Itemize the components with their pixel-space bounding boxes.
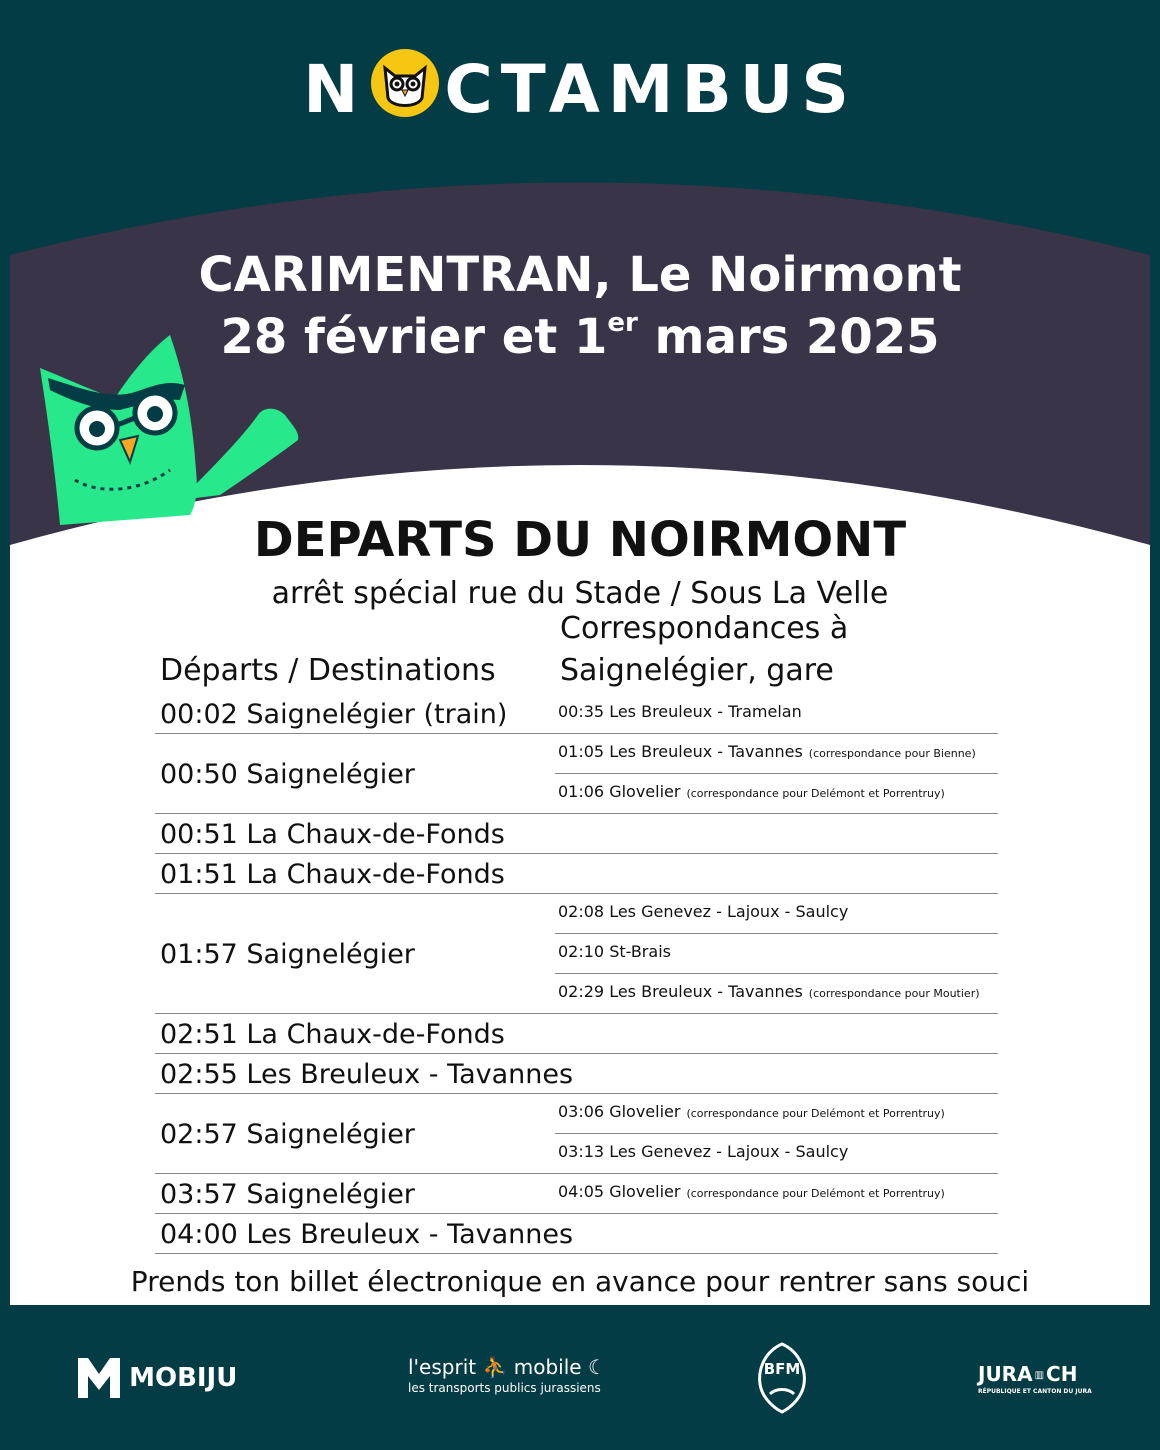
noctambus-logo xyxy=(0,48,1160,128)
connections-column-header-line2: Saignelégier, gare xyxy=(560,653,834,688)
event-dates-superscript: er xyxy=(607,308,638,338)
ch-text: CH xyxy=(1046,1362,1078,1386)
logo-text-end: CTAMBUS xyxy=(444,51,857,128)
schedule-title: DEPARTS DU NOIRMONT xyxy=(253,512,907,568)
mobiju-text: MOBIJU xyxy=(129,1363,238,1393)
connection-note: (correspondance pour Delémont et Porrentruy) xyxy=(686,1107,945,1120)
connection-note: (correspondance pour Delémont et Porrentruy) xyxy=(686,1187,945,1200)
connection-text: 04:05 Glovelier xyxy=(558,1182,681,1201)
connection-entry xyxy=(558,1181,945,1205)
jura-ch-logo xyxy=(978,1362,1092,1396)
departure-entry: 02:55 Les Breuleux - Tavannes xyxy=(160,1059,574,1090)
connection-divider xyxy=(555,933,998,934)
connection-entry xyxy=(558,1101,945,1125)
connection-text: 03:13 Les Genevez - Lajoux - Saulcy xyxy=(558,1142,849,1161)
connection-note: (correspondance pour Moutier) xyxy=(808,987,980,1000)
connection-text: 03:06 Glovelier xyxy=(558,1102,681,1121)
departure-entry: 03:57 Saignelégier xyxy=(160,1179,415,1210)
row-divider xyxy=(155,813,998,814)
departure-entry: 04:00 Les Breuleux - Tavannes xyxy=(160,1219,574,1250)
connection-entry xyxy=(558,941,671,963)
moon-icon: ☾ xyxy=(587,1355,606,1379)
bfm-emblem-icon xyxy=(752,1342,812,1414)
connection-text: 01:06 Glovelier xyxy=(558,782,681,801)
connection-text: 02:10 St-Brais xyxy=(558,942,671,961)
mobiju-logo xyxy=(78,1358,237,1398)
mobiju-m-icon xyxy=(78,1358,120,1398)
row-divider xyxy=(155,1053,998,1054)
connection-divider xyxy=(555,1133,998,1134)
esprit-text: l'esprit xyxy=(408,1355,477,1379)
owl-logo-icon xyxy=(370,48,440,118)
connection-entry xyxy=(558,981,980,1005)
stop-location: arrêt spécial rue du Stade / Sous La Velle xyxy=(271,576,889,611)
people-icon: ⛹ xyxy=(482,1355,508,1379)
connection-entry xyxy=(558,1141,848,1163)
mobile-text: mobile xyxy=(513,1355,582,1379)
event-dates-end: mars 2025 xyxy=(637,309,940,365)
departure-entry: 02:51 La Chaux-de-Fonds xyxy=(160,1019,505,1050)
row-divider xyxy=(155,1093,998,1094)
connection-note: (correspondance pour Bienne) xyxy=(808,747,976,760)
row-divider xyxy=(155,853,998,854)
connection-note: (correspondance pour Delémont et Porrentruy) xyxy=(686,787,945,800)
bfm-text: BFM xyxy=(763,1360,801,1378)
connection-text: 01:05 Les Breuleux - Tavannes xyxy=(558,742,803,761)
row-divider xyxy=(155,1013,998,1014)
row-divider xyxy=(155,1253,998,1254)
connection-text: 02:29 Les Breuleux - Tavannes xyxy=(558,982,803,1001)
esprit-mobile-logo xyxy=(408,1354,606,1396)
connection-entry xyxy=(558,741,976,765)
logo-text-start: N xyxy=(303,51,367,128)
connections-column-header-line1: Correspondances à xyxy=(560,611,849,646)
connection-text: 00:35 Les Breuleux - Tramelan xyxy=(558,702,802,721)
row-divider xyxy=(155,1213,998,1214)
row-divider xyxy=(155,1173,998,1174)
event-dates xyxy=(0,307,1160,367)
event-title: CARIMENTRAN, Le Noirmont xyxy=(198,247,962,303)
row-divider xyxy=(155,893,998,894)
connection-text: 02:08 Les Genevez - Lajoux - Saulcy xyxy=(558,902,849,921)
jura-tagline: RÉPUBLIQUE ET CANTON DU JURA xyxy=(978,1387,1092,1395)
departure-entry: 02:57 Saignelégier xyxy=(160,1119,415,1150)
departure-entry: 00:51 La Chaux-de-Fonds xyxy=(160,819,505,850)
departure-entry: 01:57 Saignelégier xyxy=(160,939,415,970)
departures-column-header: Départs / Destinations xyxy=(160,653,496,688)
departure-entry: 01:51 La Chaux-de-Fonds xyxy=(160,859,505,890)
connection-divider xyxy=(555,773,998,774)
departure-entry: 00:02 Saignelégier (train) xyxy=(160,699,508,730)
event-dates-start: 28 février et 1 xyxy=(220,309,608,365)
connection-divider xyxy=(555,973,998,974)
departure-entry: 00:50 Saignelégier xyxy=(160,759,415,790)
ticket-reminder: Prends ton billet électronique en avance pour rentrer sans souci xyxy=(130,1265,1030,1298)
esprit-tagline: les transports publics jurassiens xyxy=(408,1381,601,1395)
connection-entry xyxy=(558,701,802,723)
connection-entry xyxy=(558,781,945,805)
bfm-logo xyxy=(752,1342,812,1414)
jura-text: JURA xyxy=(978,1362,1033,1386)
connection-entry xyxy=(558,901,848,923)
jura-crest-icon: ▥ xyxy=(1034,1369,1045,1381)
row-divider xyxy=(155,733,998,734)
